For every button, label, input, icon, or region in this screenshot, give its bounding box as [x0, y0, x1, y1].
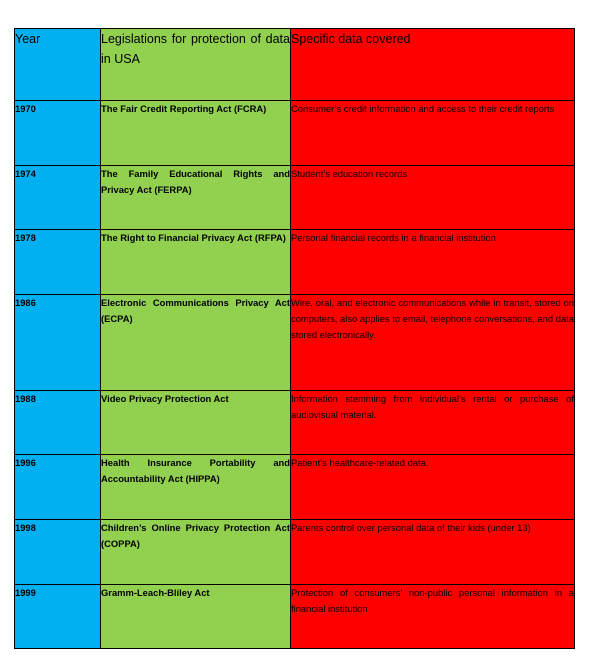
- cell-year: 1978: [15, 230, 101, 295]
- table-row: [15, 294, 575, 390]
- cell-data-covered: Consumer’s credit information and access to their credit reports: [291, 101, 575, 166]
- header-legislation: Legislations for protection of data in USA: [101, 29, 291, 101]
- cell-legislation: The Fair Credit Reporting Act (FCRA): [101, 101, 291, 166]
- cell-year: 1998: [15, 519, 101, 584]
- cell-legislation: Gramm-Leach-Bliley Act: [101, 584, 291, 649]
- cell-year: 1974: [15, 165, 101, 230]
- cell-legislation: The Family Educational Rights and Privacy Act (FERPA): [101, 165, 291, 230]
- table-row: [15, 101, 575, 166]
- table-row: [15, 519, 575, 584]
- cell-data-covered: Parents control over personal data of their kids (under 13): [291, 519, 575, 584]
- cell-data-covered: Information stemming from individual’s rental or purchase of audiovisual material.: [291, 390, 575, 455]
- table-row: [15, 165, 575, 230]
- cell-year: 1999: [15, 584, 101, 649]
- cell-data-covered: Personal financial records in a financial institution: [291, 230, 575, 295]
- table-row: [15, 584, 575, 649]
- legislation-table: [14, 28, 575, 649]
- cell-legislation: Video Privacy Protection Act: [101, 390, 291, 455]
- cell-data-covered: Wire, oral, and electronic communications while in transit, stored on computers, also applies to email, telephone conversations, and data stored electronically.: [291, 294, 575, 390]
- cell-data-covered: Student’s education records: [291, 165, 575, 230]
- cell-legislation: Electronic Communications Privacy Act (ECPA): [101, 294, 291, 390]
- table-row: [15, 390, 575, 455]
- cell-legislation: Children’s Online Privacy Protection Act (COPPA): [101, 519, 291, 584]
- cell-year: 1988: [15, 390, 101, 455]
- table-row: [15, 455, 575, 520]
- table-row: [15, 230, 575, 295]
- table-header-row: [15, 29, 575, 101]
- cell-year: 1996: [15, 455, 101, 520]
- cell-legislation: Health Insurance Portability and Accountability Act (HIPPA): [101, 455, 291, 520]
- cell-data-covered: Patient’s healthcare-related data.: [291, 455, 575, 520]
- header-data-covered: Specific data covered: [291, 29, 575, 101]
- cell-legislation: The Right to Financial Privacy Act (RFPA): [101, 230, 291, 295]
- cell-year: 1986: [15, 294, 101, 390]
- cell-year: 1970: [15, 101, 101, 166]
- cell-data-covered: Protection of consumers’ non-public personal information in a financial institution: [291, 584, 575, 649]
- header-year: Year: [15, 29, 101, 101]
